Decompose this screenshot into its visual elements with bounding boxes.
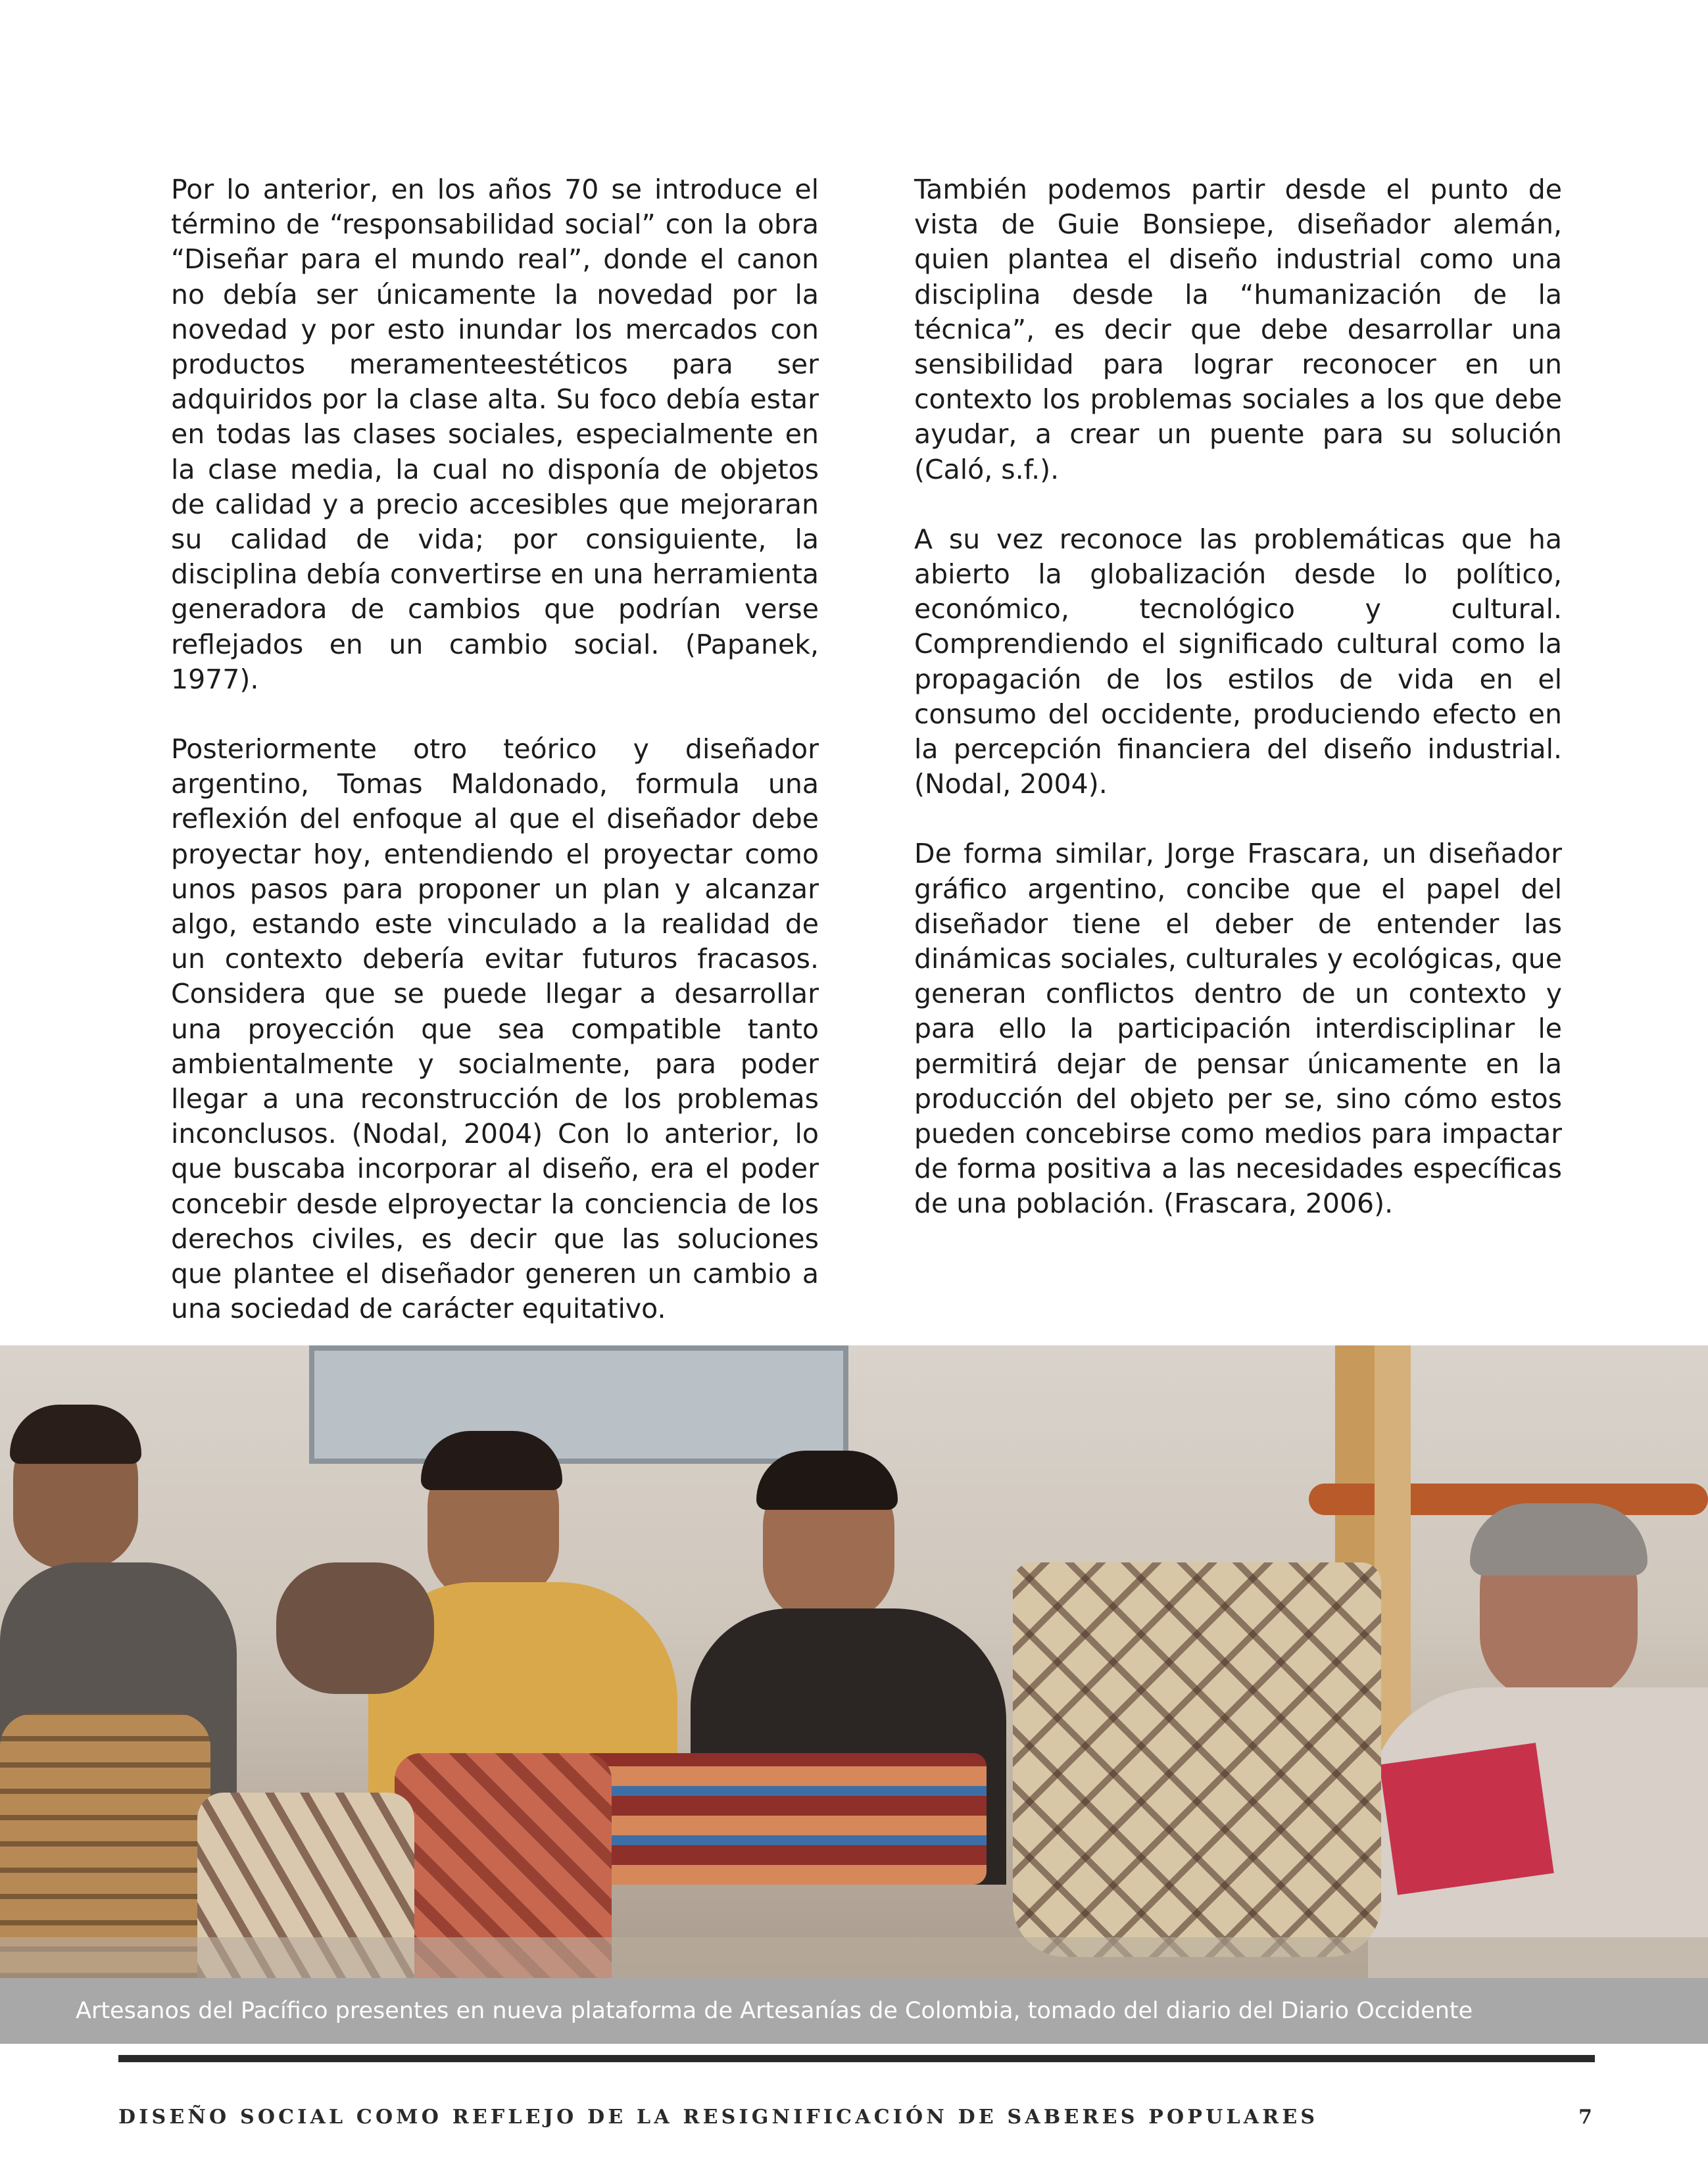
wall-window [309,1345,848,1464]
woman-left-hair [10,1405,141,1464]
embroidered-cloth [1379,1743,1553,1895]
paragraph: Posteriormente otro teórico y diseñador argentino, Tomas Maldonado, formula una reflexión del enfoque al que el diseñador debe proyectar hoy, entendiendo el proyectar como unos pasos para proponer un plan y alcanzar algo, estando este vinculado a la realidad de un contexto debería evitar futuros fracasos. Considera que se puede llegar a desarrollar una proyección que sea compatible tanto ambientalmente y socialmente, para poder llegar a una reconstrucción de los problemas inconclusos. (Nodal, 2004) Con lo anterior, lo que buscaba incorporar al diseño, era el poder concebir desde elproyectar la conciencia de los derechos civiles, es decir que las soluciones que plantee el diseñador generen un cambio a una sociedad de carácter equitativo. [171,733,819,1325]
paragraph: También podemos partir desde el punto de vista de Guie Bonsiepe, diseñador alemán, quien plantea el diseño industrial como una disciplina desde la “humanización de la técnica”, es decir que debe desarrollar una sensibilidad para lograr reconocer en un contexto los problemas sociales a los que debe ayudar, a crear un puente para su solución (Caló, s.f.). [914,174,1562,485]
brown-blanket [276,1562,434,1694]
photo-caption-bar [0,1978,1708,2044]
paragraph: Por lo anterior, en los años 70 se introduce el término de “responsabilidad social” con la obra “Diseñar para el mundo real”, donde el canon no debía ser únicamente la novedad por la novedad y por esto inundar los mercados con productos meramenteestéticos para ser adquiridos por la clase alta. Su foco debía estar en todas las clases sociales, especialmente en la clase media, la cual no disponía de objetos de calidad y a precio accesibles que mejoraran su calidad de vida; por consiguiente, la disciplina debía convertirse en una herramienta generadora de cambios que podrían verse reflejados en un cambio social. (Papanek, 1977). [171,174,819,695]
left-text-column [171,172,819,1362]
large-mochila [1013,1562,1381,1957]
woman-center-hair [756,1451,898,1510]
footer-title: DISEÑO SOCIAL COMO REFLEJO DE LA RESIGNIFICACIÓN DE SABERES POPULARES [118,2106,1319,2129]
woman-shawl-hair [421,1431,562,1490]
paragraph: A su vez reconoce las problemáticas que ha abierto la globalización desde lo político, económico, tecnológico y cultural. Comprendiendo el significado cultural como la propagación de los estilos de vida en el consumo del occidente, produciendo efecto en la percepción financiera del diseño industrial. (Nodal, 2004). [914,523,1562,800]
footer-divider [118,2055,1595,2062]
elder-woman-hair [1470,1503,1647,1576]
artisans-photo [0,1345,1708,1978]
folded-textiles [579,1753,987,1885]
paragraph: De forma similar, Jorge Frascara, un diseñador gráfico argentino, concibe que el papel del diseñador tiene el deber de entender las dinámicas sociales, culturales y ecológicas, que generan conflictos dentro de un contexto y para ello la participación interdisciplinar le permitirá dejar de pensar únicamente en la producción del objeto per se, sino cómo estos pueden concebirse como medios para impactar de forma positiva a las necesidades específicas de una población. (Frascara, 2006). [914,838,1562,1220]
photo-caption: Artesanos del Pacífico presentes en nueva plataforma de Artesanías de Colombia, tomado del diario del Diario Occidente [76,1998,1473,2024]
page-number: 7 [1578,2106,1592,2129]
right-text-column [914,172,1562,1257]
table-surface [0,1937,1708,1978]
